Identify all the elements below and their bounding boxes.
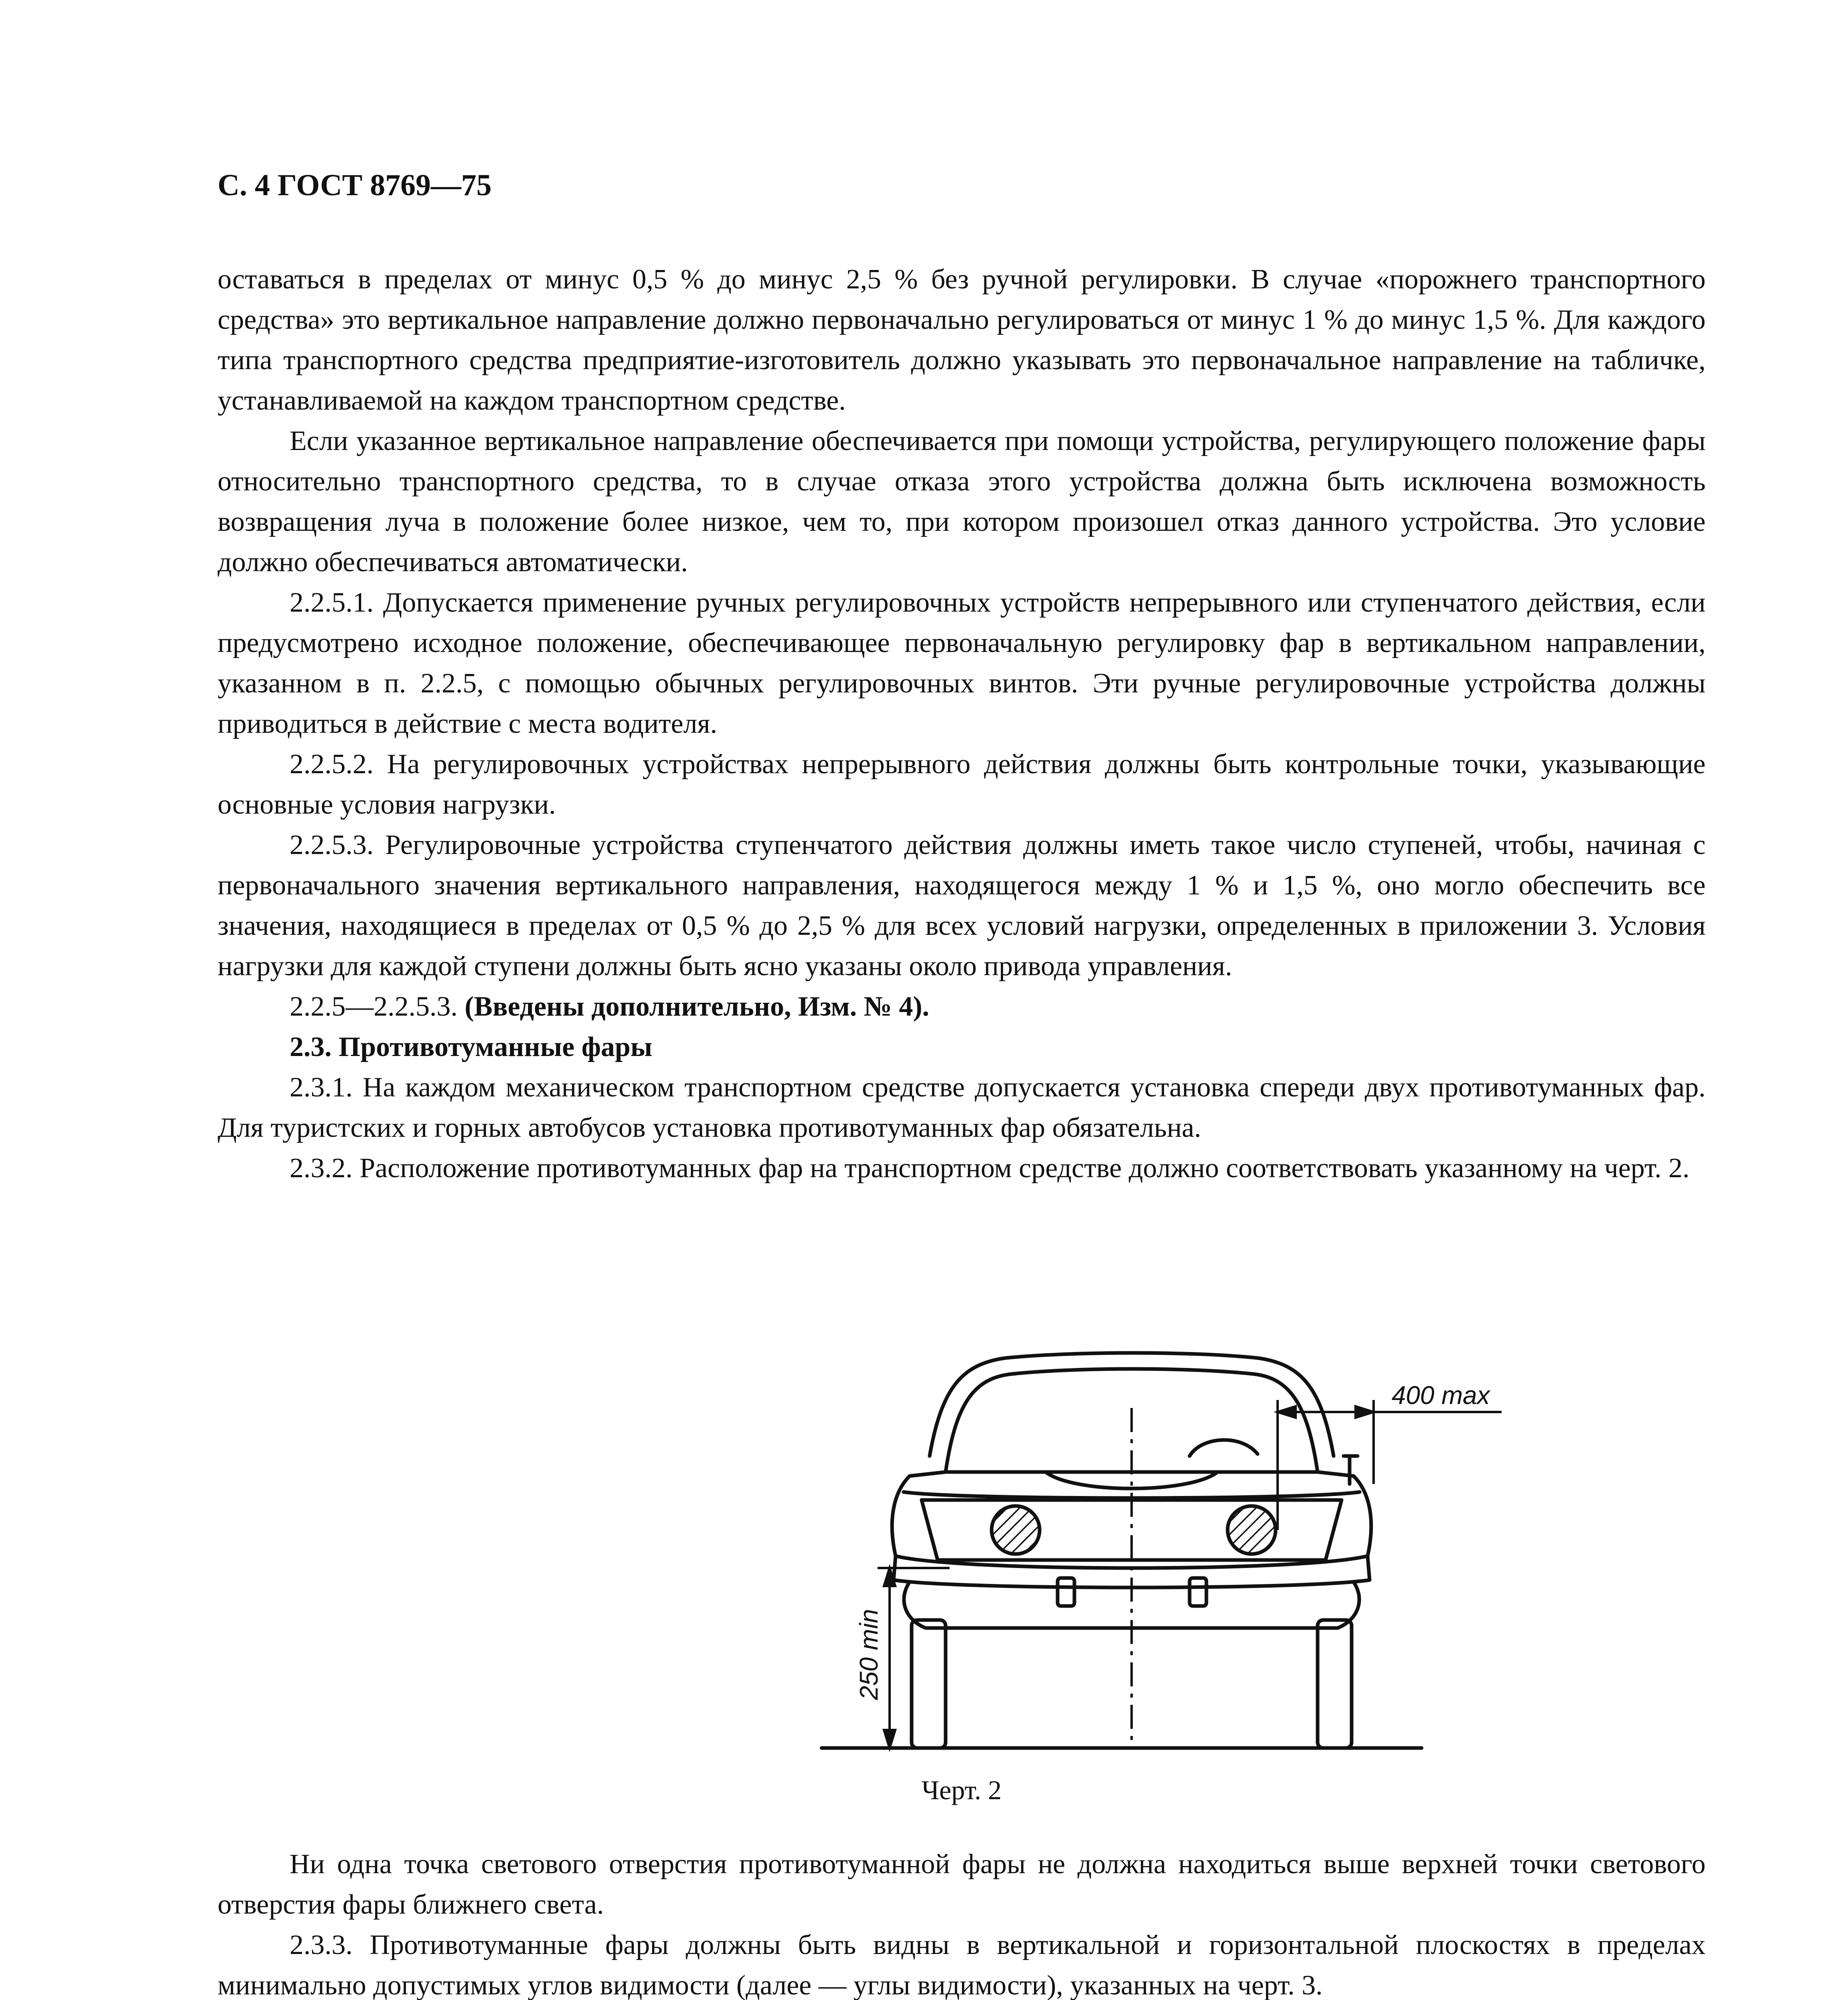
fog-light-right [1228,1506,1276,1554]
page-header: С. 4 ГОСТ 8769—75 [218,168,492,202]
paragraph-2-2-5-2: 2.2.5.2. На регулировочных устройствах непрерывного действия должны быть контрольные точки, указывающие основные условия нагрузки. [218,749,1706,820]
paragraph-2-3-2: 2.3.2. Расположение противотуманных фар на транспортном средстве должно соответствовать указанному на черт. 2. [290,1153,1690,1184]
body-right-side [1354,1476,1371,1556]
amendment-note [218,986,1706,1027]
fog-light-left [992,1506,1040,1554]
text-block-top [218,259,1706,1188]
steering-wheel [1190,1440,1258,1456]
paragraph: Ни одна точка светового отверстия противотуманной фары не должна находиться выше верхней точки светового отверстия фары ближнего света. [218,1849,1706,1920]
car-front-svg [602,1340,1538,1768]
amendment-text: (Введены дополнительно, Изм. № 4). [464,991,930,1022]
dim-top-label: 400 max [1392,1381,1490,1410]
hood-center [1046,1472,1218,1488]
paragraph-2-3-1: 2.3.1. На каждом механическом транспортном средстве допускается установка спереди двух противотуманных фар. Для туристских и горных автобусов установка противотуманных фар обязательна. [218,1072,1706,1143]
body-left-side [892,1476,910,1556]
paragraph-2-2-5-3: 2.2.5.3. Регулировочные устройства ступенчатого действия должны иметь такое число ступеней, чтобы, начиная с первоначального значения вертикального направления, находящегося между 1 % и 1,5 %, оно могло обеспечить все значения, находящиеся в пределах от 0,5 % до 2,5 % для всех условий нагрузки, определенных в приложении 3. Условия нагрузки для каждой ступени должны быть ясно указаны около привода управления. [218,830,1706,982]
bumper-block-right [1190,1578,1206,1606]
paragraph-2-2-5-1: 2.2.5.1. Допускается применение ручных регулировочных устройств непрерывного или ступенчатого действия, если предусмотрено исходное положение, обеспечивающее первоначальную регулировку фар в вертикальном направлении, указанном в п. 2.2.5, с помощью обычных регулировочных винтов. Эти ручные регулировочные устройства должны приводиться в действие с места водителя. [218,587,1706,739]
paragraph: оставаться в пределах от минус 0,5 % до минус 2,5 % без ручной регулировки. В случае «порожнего транспортного средства» это вертикальное направление должно первоначально регулироваться от минус 1 % до минус 1,5 %. Для каждого типа транспортного средства предприятие-изготовитель должно указывать это первоначальное направление на табличке, устанавливаемой на каждом транспортном средстве. [218,264,1706,416]
dim-top-arrow-left [1278,1406,1296,1418]
dim-top-arrow-right [1356,1406,1374,1418]
amendment-ref: 2.2.5—2.2.5.3. [290,991,458,1022]
section-heading-fog-lights: 2.3. Противотуманные фары [290,1032,652,1062]
dim-side-label: 250 min [854,1609,883,1700]
document-page [218,0,1706,2000]
figure-caption: Черт. 2 [921,1775,1002,1805]
paragraph-2-3-3: 2.3.3. Противотуманные фары должны быть видны в вертикальной и горизонтальной плоскостях в пределах минимально допустимых углов видимости (далее — углы видимости), указанных на черт. 3. [218,1930,1706,2000]
paragraph: Если указанное вертикальное направление обеспечивается при помощи устройства, регулирующего положение фары относительно транспортного средства, то в случае отказа этого устройства должна быть исключена возможность возвращения луча в положение более низкое, чем то, при котором произошел отказ данного устройства. Это условие должно обеспечиваться автоматически. [218,426,1706,578]
wheel-right [1318,1620,1352,1748]
wheel-left [912,1620,946,1748]
bumper-block-left [1058,1578,1074,1606]
text-block-bottom [218,1844,1706,2000]
figure-car-front-drawing [602,1340,1538,1768]
dim-side-arrow-bottom [884,1730,895,1748]
